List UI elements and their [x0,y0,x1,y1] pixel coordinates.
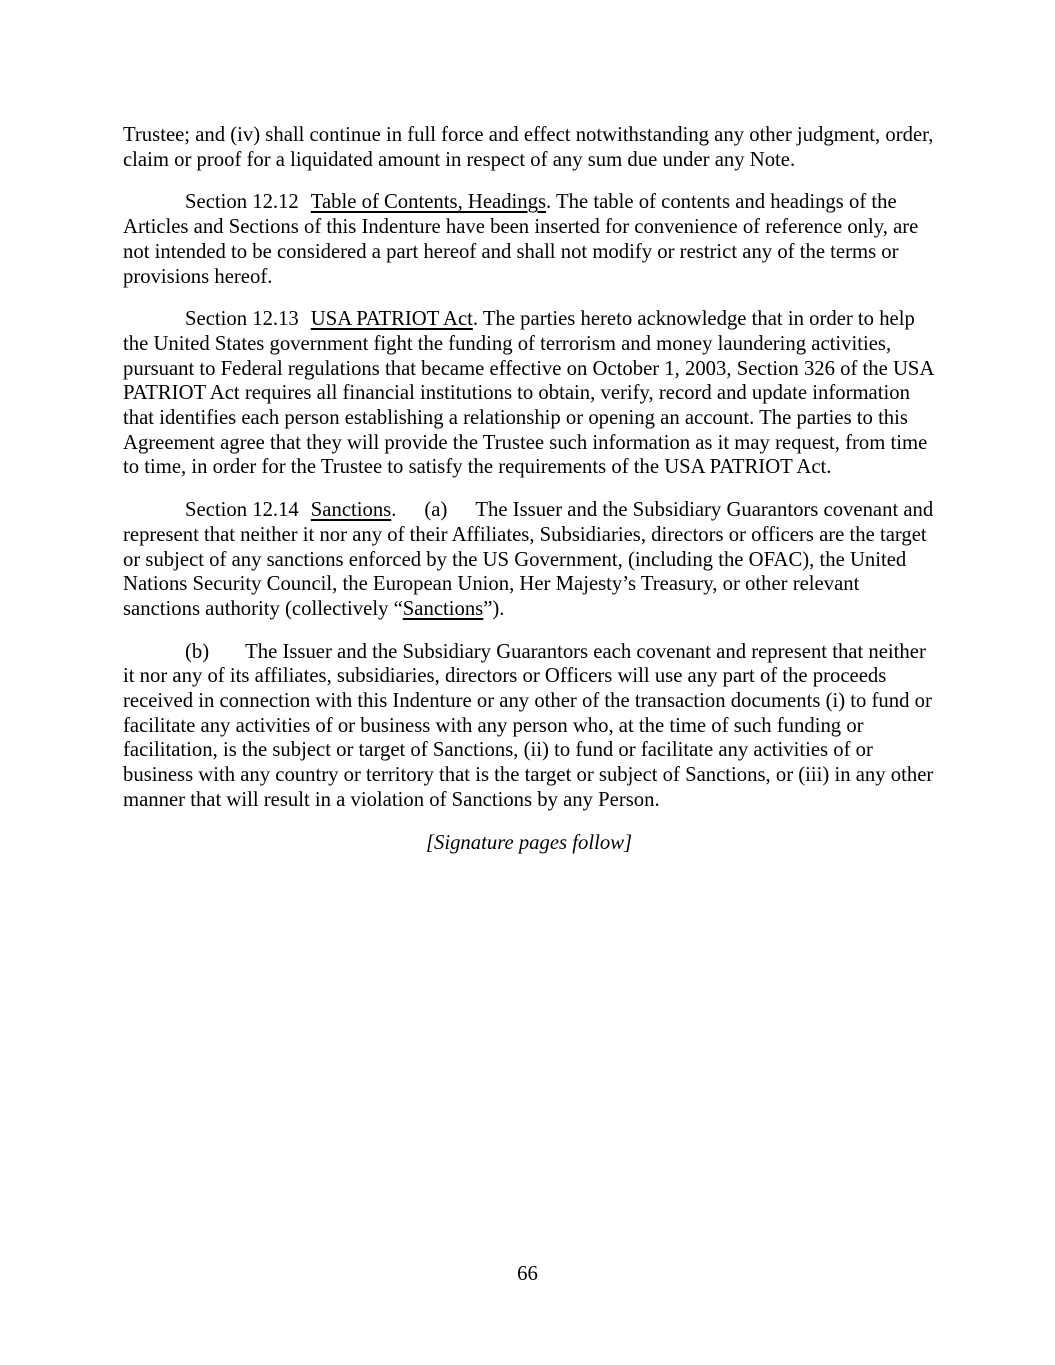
section-12-12-label: Section 12.12 [185,191,299,214]
section-12-14-label: Section 12.14 [185,499,299,522]
tab-spacer [299,515,311,516]
clause-a-text: The Issuer and the Subsidiary Guarantors covenant and represent that neither it nor any of their Affiliates, Subsidiaries, directors or officers are the target or subject of any sanctions enforced by the US Government, (including the OFAC), the United Nations Security Council, the European Union, Her Majesty’s Treasury, or other relevant sanctions authority (collectively “ [123,499,934,620]
section-12-13-body: . The parties hereto acknowledge that in order to help the United States government fight the funding of terrorism and money laundering activities, pursuant to Federal regulations that became effective on October 1, 2003, Section 326 of the USA PATRIOT Act requires all financial institutions to obtain, verify, record and update information that identifies each person establishing a relationship or opening an account. The parties to this Agreement agree that they will provide the Trustee such information as it may request, from time to time, in order for the Trustee to satisfy the requirements of the USA PATRIOT Act. [123,308,934,479]
section-12-12-heading: Table of Contents, Headings [310,191,547,214]
tab-spacer [209,657,245,658]
page-number: 66 [517,1263,538,1285]
document-body [123,123,935,855]
section-12-14-heading: Sanctions [310,499,392,522]
section-12-14-heading-period: . [391,499,397,522]
tab-spacer [299,324,311,325]
clause-b-label: (b) [185,640,210,663]
paragraph-clause-b [123,640,935,813]
page-footer [0,1262,1055,1287]
section-12-12-body: . The table of contents and headings of the Articles and Sections of this Indenture have been inserted for convenience of reference only, are not intended to be considered a part hereof and shall not modify or restrict any of the terms or provisions hereof. [123,191,919,288]
paragraph-continuation-text: Trustee; and (iv) shall continue in full force and effect notwithstanding any other judgment, order, claim or proof for a liquidated amount in respect of any sum due under any Note. [123,124,934,171]
section-12-13-heading: USA PATRIOT Act [310,308,473,331]
sanctions-defined-term: Sanctions [402,597,484,620]
paragraph-continuation [123,123,935,172]
clause-a-closing: ”). [483,597,505,620]
tab-spacer [396,515,424,516]
clause-b-text: The Issuer and the Subsidiary Guarantors each covenant and represent that neither it nor any of its affiliates, subsidiaries, directors or Officers will use any part of the proceeds received in connection with this Indenture or any other of the transaction documents (i) to fund or facilitate any activities of or business with any person who, at the time of such funding or facilitation, is the subject or target of Sanctions, (ii) to fund or facilitate any activities of or business with any country or territory that is the target or subject of Sanctions, or (iii) in any other manner that will result in a violation of Sanctions by any Person. [123,640,934,811]
paragraph-section-12-12 [123,190,935,289]
clause-a-label: (a) [424,499,448,522]
tab-spacer [447,515,475,516]
paragraph-section-12-13 [123,307,935,480]
signature-pages-note [123,831,935,856]
tab-spacer [299,207,311,208]
signature-pages-note-text: [Signature pages follow] [425,831,633,854]
section-12-13-label: Section 12.13 [185,308,299,331]
paragraph-section-12-14-a [123,498,935,622]
